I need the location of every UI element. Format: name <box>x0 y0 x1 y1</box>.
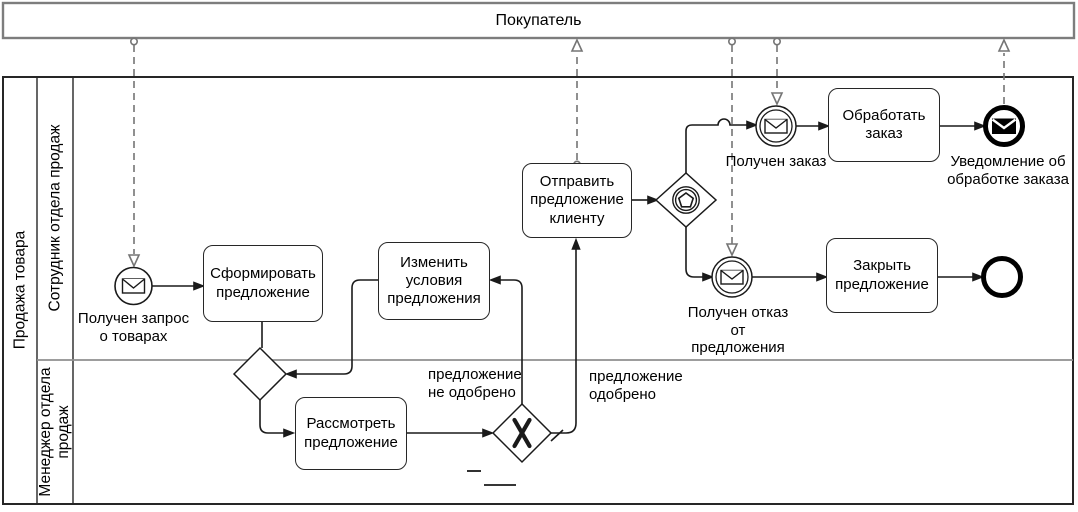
lane-employee-title: Сотрудник отдела продаж <box>46 124 64 312</box>
message-icon <box>123 279 145 293</box>
task-review-proposal[interactable] <box>295 397 407 470</box>
flow-label-not-approved: предложение не одобрено <box>428 366 522 401</box>
task-label: Изменить условия предложения <box>387 253 481 308</box>
end-event-plain[interactable] <box>984 259 1021 296</box>
task-change-conditions[interactable] <box>378 242 490 320</box>
order-event-label: Получен заказ <box>725 153 827 170</box>
end-message-event-label: Уведомление об обработке заказа <box>947 153 1069 188</box>
end-event-notification[interactable] <box>986 108 1023 145</box>
task-label: Закрыть предложение <box>835 257 929 293</box>
pool-main-title: Продажа товара <box>11 230 29 350</box>
message-flow-buyer-to-order <box>772 38 782 104</box>
message-icon <box>765 120 787 134</box>
message-icon <box>721 271 743 285</box>
start-event-request[interactable] <box>115 268 152 305</box>
start-event-label: Получен запрос о товарах <box>77 310 190 345</box>
catch-event-order[interactable] <box>756 106 796 146</box>
flow-label-approved: предложение одобрено <box>589 368 683 403</box>
lane-manager-title: Менеджер отдела продаж <box>37 367 72 497</box>
message-icon-filled <box>992 119 1016 135</box>
task-label: Рассмотреть предложение <box>304 415 398 451</box>
refusal-event-label: Получен отказ от предложения <box>687 304 789 357</box>
catch-event-refusal[interactable] <box>712 257 752 297</box>
task-send-proposal[interactable] <box>522 163 632 238</box>
task-process-order[interactable] <box>828 88 940 162</box>
task-form-proposal[interactable] <box>203 245 323 322</box>
task-label: Сформировать предложение <box>210 265 316 301</box>
pool-buyer-title: Покупатель <box>495 11 582 29</box>
task-label: Обработать заказ <box>842 106 926 142</box>
task-close-proposal[interactable] <box>826 238 938 313</box>
task-label: Отправить предложение клиенту <box>530 173 624 227</box>
